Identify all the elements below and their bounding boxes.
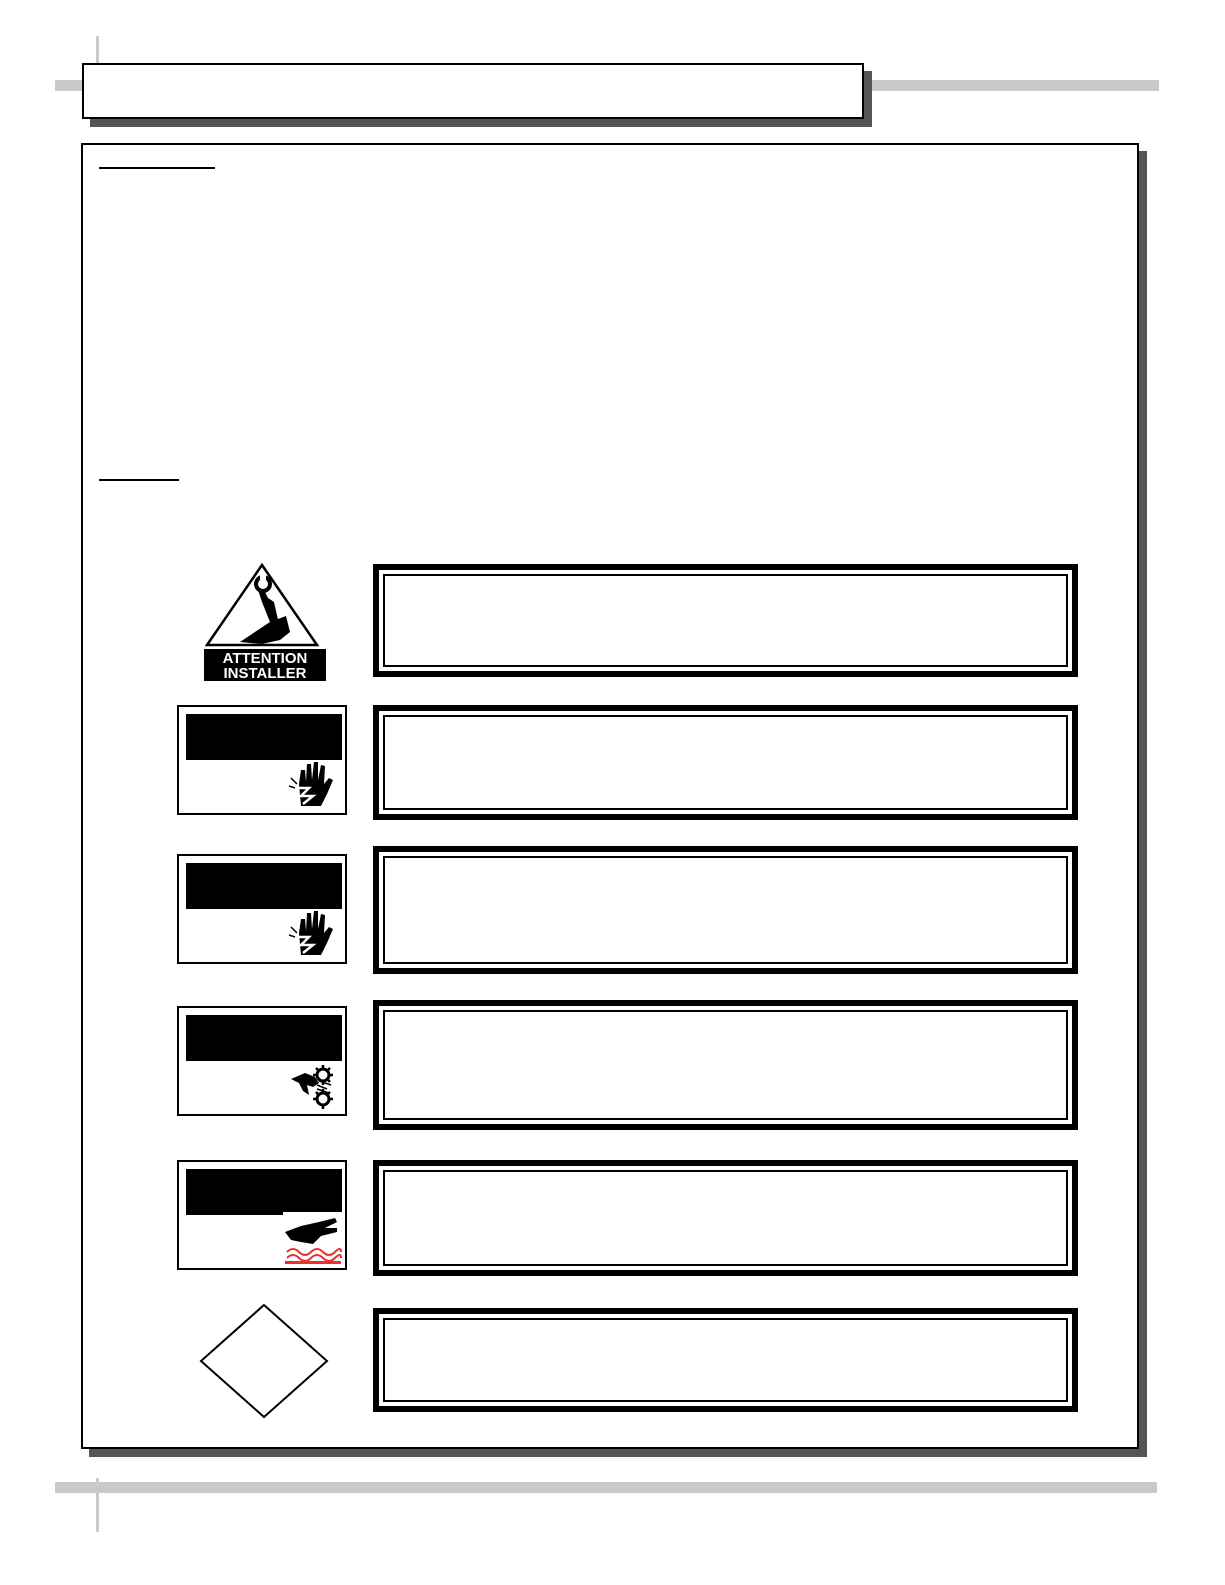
left-rule-bottom xyxy=(96,1478,99,1532)
caution-label-1 xyxy=(177,1160,347,1270)
page-title xyxy=(82,63,864,119)
pinch-message xyxy=(383,1010,1068,1120)
pinch-message-box xyxy=(373,1000,1078,1130)
note-message xyxy=(383,1318,1068,1402)
gear-pinch-hand-icon xyxy=(287,1061,341,1111)
intro-heading xyxy=(99,167,215,169)
warning-label-1 xyxy=(177,1006,347,1116)
attention-message xyxy=(383,574,1068,667)
danger-label-2 xyxy=(177,854,347,964)
shock-message-box-2 xyxy=(373,846,1078,974)
danger-band-2 xyxy=(186,863,342,909)
attention-message-box xyxy=(373,564,1078,677)
danger-label-1 xyxy=(177,705,347,815)
hot-surface-hand-icon xyxy=(283,1212,343,1266)
note-message-box xyxy=(373,1308,1078,1412)
left-rule-top xyxy=(96,36,99,66)
electric-shock-hand-icon xyxy=(287,760,341,810)
hot-message xyxy=(383,1170,1068,1266)
warning-band-1 xyxy=(186,1015,342,1061)
caution-band-1 xyxy=(186,1169,342,1215)
shock-message-2 xyxy=(383,856,1068,964)
shock-message-1 xyxy=(383,715,1068,810)
installer-text: INSTALLER xyxy=(223,665,307,682)
hot-message-box xyxy=(373,1160,1078,1276)
danger-band-1 xyxy=(186,714,342,760)
attention-installer-icon xyxy=(200,562,330,684)
attention-text: ATTENTION xyxy=(222,650,308,667)
shock-message-box-1 xyxy=(373,705,1078,820)
bottom-rule xyxy=(55,1482,1157,1493)
symbols-heading xyxy=(99,479,179,481)
electric-shock-hand-icon xyxy=(287,909,341,959)
note-diamond-icon xyxy=(198,1303,330,1419)
